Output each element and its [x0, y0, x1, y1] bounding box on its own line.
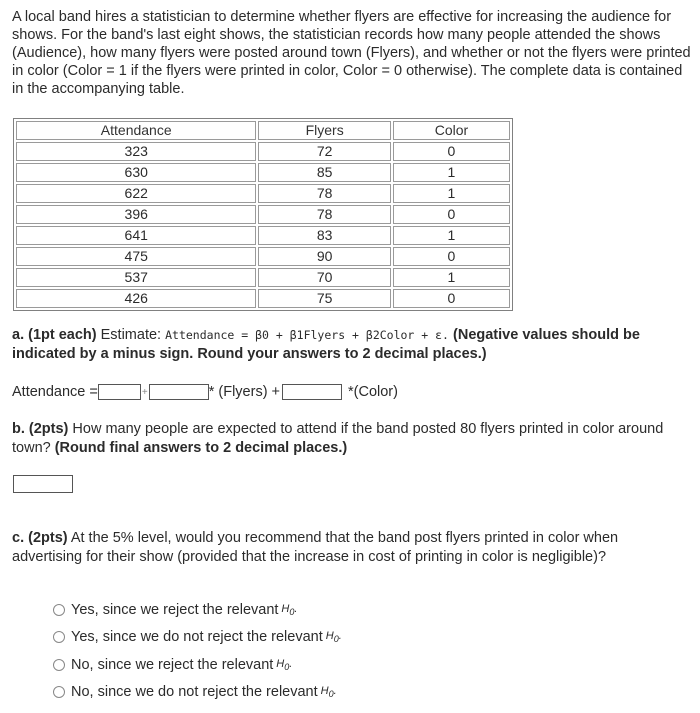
- table-row: [16, 205, 510, 224]
- cell-flyers: 83: [258, 226, 390, 245]
- part-a-question: [12, 326, 692, 364]
- part-c-question: [12, 529, 692, 567]
- cell-color: 1: [393, 226, 510, 245]
- part-b-text: How many people are expected to attend if the band posted 80 flyers printed in color around town?: [12, 421, 664, 456]
- cell-color: 1: [393, 163, 510, 182]
- problem-intro: A local band hires a statistician to determine whether flyers are effective for increasing the audience for shows. For the band's last eight shows, the statistician records how many people attended the shows (Audience), how many flyers were posted around town (Flyers), and whether or not the flyers were printed in color (Color = 1 if the flyers were printed in color, Color = 0 otherwise). The complete data is contained in the accompanying table.: [12, 9, 691, 97]
- color-term: *(Color): [348, 384, 398, 400]
- part-c-text: At the 5% level, would you recommend that the band post flyers printed in color when advertising for their show (provided that the increase in cost of printing in color is negligible)?: [12, 530, 619, 565]
- part-c-label: c. (2pts): [12, 530, 68, 546]
- table-header-row: [16, 121, 510, 140]
- cell-attendance: 630: [16, 163, 256, 182]
- header-attendance: Attendance: [16, 121, 256, 140]
- cell-color: 1: [393, 268, 510, 287]
- part-a-answer-line: [12, 382, 398, 402]
- cell-attendance: 622: [16, 184, 256, 203]
- cell-color: 0: [393, 142, 510, 161]
- cell-color: 1: [393, 184, 510, 203]
- cell-attendance: 426: [16, 289, 256, 308]
- flyers-term: * (Flyers) +: [208, 384, 281, 400]
- cell-flyers: 78: [258, 184, 390, 203]
- part-a-instructions: (Negative values should be indicated by a minus sign. Round your answers to 2 decimal places.): [12, 327, 640, 362]
- cell-flyers: 85: [258, 163, 390, 182]
- table-row: [16, 163, 510, 182]
- cell-attendance: 537: [16, 268, 256, 287]
- cell-flyers: 70: [258, 268, 390, 287]
- cell-attendance: 396: [16, 205, 256, 224]
- table-row: [16, 184, 510, 203]
- h0-symbol: $H_0$.: [320, 685, 337, 700]
- cell-attendance: 475: [16, 247, 256, 266]
- cell-color: 0: [393, 247, 510, 266]
- h0-symbol: $H_0$.: [325, 630, 342, 645]
- flyers-coefficient-input[interactable]: [149, 384, 209, 400]
- part-b-question: [12, 420, 692, 458]
- radio-button[interactable]: [53, 659, 65, 671]
- part-b-label: b. (2pts): [12, 421, 69, 437]
- attendance-prefix: Attendance =: [12, 384, 98, 400]
- cell-attendance: 323: [16, 142, 256, 161]
- part-a-label: a. (1pt each): [12, 327, 97, 343]
- regression-equation: Attendance = β0 + β1Flyers + β2Color + ε.: [165, 328, 449, 342]
- option-label: Yes, since we do not reject the relevant: [71, 629, 323, 646]
- header-color: Color: [393, 121, 510, 140]
- cell-flyers: 78: [258, 205, 390, 224]
- option-label: No, since we do not reject the relevant: [71, 684, 318, 701]
- option-label: No, since we reject the relevant: [71, 656, 274, 673]
- cell-flyers: 90: [258, 247, 390, 266]
- header-flyers: Flyers: [258, 121, 390, 140]
- cell-color: 0: [393, 205, 510, 224]
- table-row: [16, 226, 510, 245]
- h0-symbol: $H_0$.: [281, 602, 298, 617]
- option-yes-not-reject[interactable]: [53, 624, 342, 652]
- radio-button[interactable]: [53, 631, 65, 643]
- data-table: [13, 118, 513, 311]
- option-no-not-reject[interactable]: [53, 679, 342, 707]
- table-row: [16, 142, 510, 161]
- part-c-options: [53, 596, 342, 706]
- table-row: [16, 289, 510, 308]
- plus-sign: +: [141, 386, 148, 398]
- predicted-attendance-input[interactable]: [13, 475, 73, 493]
- cell-flyers: 75: [258, 289, 390, 308]
- part-a-text: Estimate:: [96, 327, 166, 343]
- cell-color: 0: [393, 289, 510, 308]
- h0-symbol: $H_0$.: [276, 657, 293, 672]
- table-row: [16, 247, 510, 266]
- part-b-instructions: (Round final answers to 2 decimal places.): [50, 440, 348, 456]
- color-coefficient-input[interactable]: [282, 384, 342, 400]
- radio-button[interactable]: [53, 686, 65, 698]
- table-row: [16, 268, 510, 287]
- cell-attendance: 641: [16, 226, 256, 245]
- intercept-input[interactable]: [98, 384, 141, 400]
- option-yes-reject[interactable]: [53, 596, 342, 624]
- radio-button[interactable]: [53, 604, 65, 616]
- option-label: Yes, since we reject the relevant: [71, 601, 279, 618]
- cell-flyers: 72: [258, 142, 390, 161]
- option-no-reject[interactable]: [53, 651, 342, 679]
